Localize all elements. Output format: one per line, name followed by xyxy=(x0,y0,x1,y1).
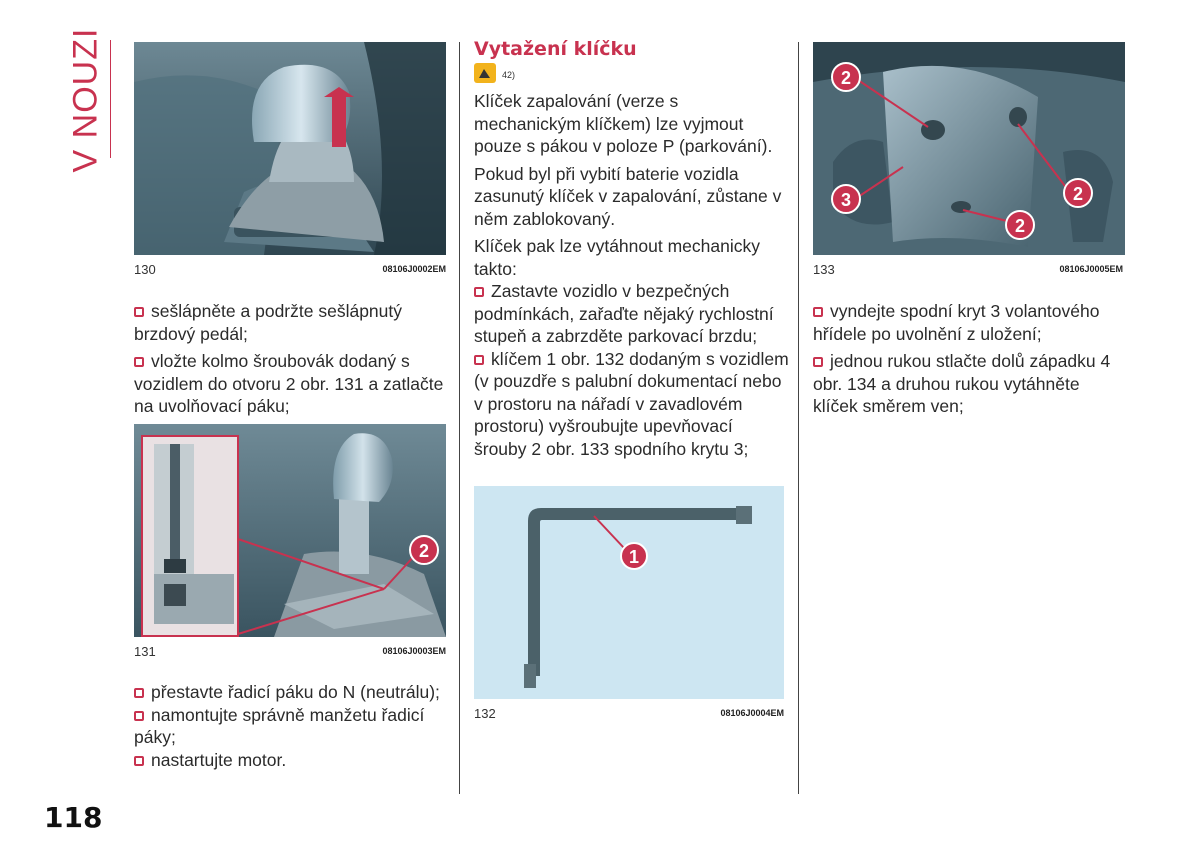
callout-3: 3 xyxy=(840,190,852,210)
list-item: jednou rukou stlačte dolů západku 4 obr. 134 a druhou rukou vytáhněte klíček směrem ven; xyxy=(813,351,1111,416)
section-heading: Vytažení klíčku xyxy=(474,38,637,60)
gear-lever-illustration xyxy=(134,42,446,255)
figure-131-code: 08106J0003EM xyxy=(382,646,446,656)
column-divider xyxy=(798,42,799,794)
list-item: namontujte správně manžetu řadicí páky; xyxy=(134,704,425,747)
figure-130-number: 130 xyxy=(134,262,156,277)
list-item: přestavte řadicí páku do N (neutrálu); xyxy=(134,681,446,704)
callout-2: 2 xyxy=(1014,216,1026,236)
column3-list xyxy=(813,300,1125,423)
checkbox-bullet-icon xyxy=(134,307,144,317)
figure-130-code: 08106J0002EM xyxy=(382,264,446,274)
section-divider xyxy=(110,40,111,158)
column2-text xyxy=(474,90,790,465)
paragraph: Klíček pak lze vytáhnout mechanicky takto: xyxy=(474,236,760,279)
checkbox-bullet-icon xyxy=(813,357,823,367)
figure-133-steering-cover xyxy=(813,42,1125,255)
column1-top-list xyxy=(134,300,446,423)
page-number: 118 xyxy=(44,801,103,834)
list-item: vložte kolmo šroubovák dodaný s vozidlem do otvoru 2 obr. 131 a zatlačte na uvolňovací páku; xyxy=(134,351,444,416)
checkbox-bullet-icon xyxy=(474,287,484,297)
column-divider xyxy=(459,42,460,794)
checkbox-bullet-icon xyxy=(134,711,144,721)
release-lever-illustration xyxy=(134,424,446,637)
checkbox-bullet-icon xyxy=(813,307,823,317)
callout-1: 1 xyxy=(628,547,640,567)
figure-132-code: 08106J0004EM xyxy=(720,708,784,718)
figure-132-number: 132 xyxy=(474,706,496,721)
section-side-label xyxy=(64,27,108,173)
figure-130-gear-lever xyxy=(134,42,446,255)
checkbox-bullet-icon xyxy=(134,688,144,698)
callout-2: 2 xyxy=(418,541,430,561)
figure-133-code: 08106J0005EM xyxy=(1059,264,1123,274)
figure-132-key-tool xyxy=(474,486,784,699)
paragraph: Pokud byl při vybití baterie vozidla zasunutý klíček v zapalování, zůstane v něm zablokovaný. xyxy=(474,163,782,229)
checkbox-bullet-icon xyxy=(474,355,484,365)
list-item: nastartujte motor. xyxy=(134,749,446,772)
section-title: V NOUZI xyxy=(66,27,105,173)
warning-reference: 42) xyxy=(502,70,516,80)
list-item: vyndejte spodní kryt 3 volantového hřídele po uvolnění z uložení; xyxy=(813,301,1100,344)
list-item: klíčem 1 obr. 132 dodaným s vozidlem (v pouzdře s palubní dokumentací nebo v prostoru na nářadí v zavadlovém prostoru) vyšroubujte upevňovací šrouby 2 obr. 133 spodního krytu 3; xyxy=(474,348,789,459)
figure-131-number: 131 xyxy=(134,644,156,659)
checkbox-bullet-icon xyxy=(134,357,144,367)
paragraph: Klíček zapalování (verze s mechanickým klíčkem) lze vyjmout pouze s pákou v poloze P (parkování). xyxy=(474,91,773,156)
figure-131-release-lever xyxy=(134,424,446,637)
list-item: sešlápněte a podržte sešlápnutý brzdový pedál; xyxy=(134,301,402,344)
callout-2: 2 xyxy=(840,68,852,88)
callout-2: 2 xyxy=(1072,184,1084,204)
figure-133-number: 133 xyxy=(813,262,835,277)
hex-key-illustration xyxy=(474,486,784,699)
list-item: Zastavte vozidlo v bezpečných podmínkách, zařaďte nějaký rychlostní stupeň a zabrzděte parkovací brzdu; xyxy=(474,281,774,346)
column1-bottom-list xyxy=(134,681,446,776)
steering-column-cover-illustration xyxy=(813,42,1125,255)
checkbox-bullet-icon xyxy=(134,756,144,766)
warning-icon xyxy=(474,63,496,83)
